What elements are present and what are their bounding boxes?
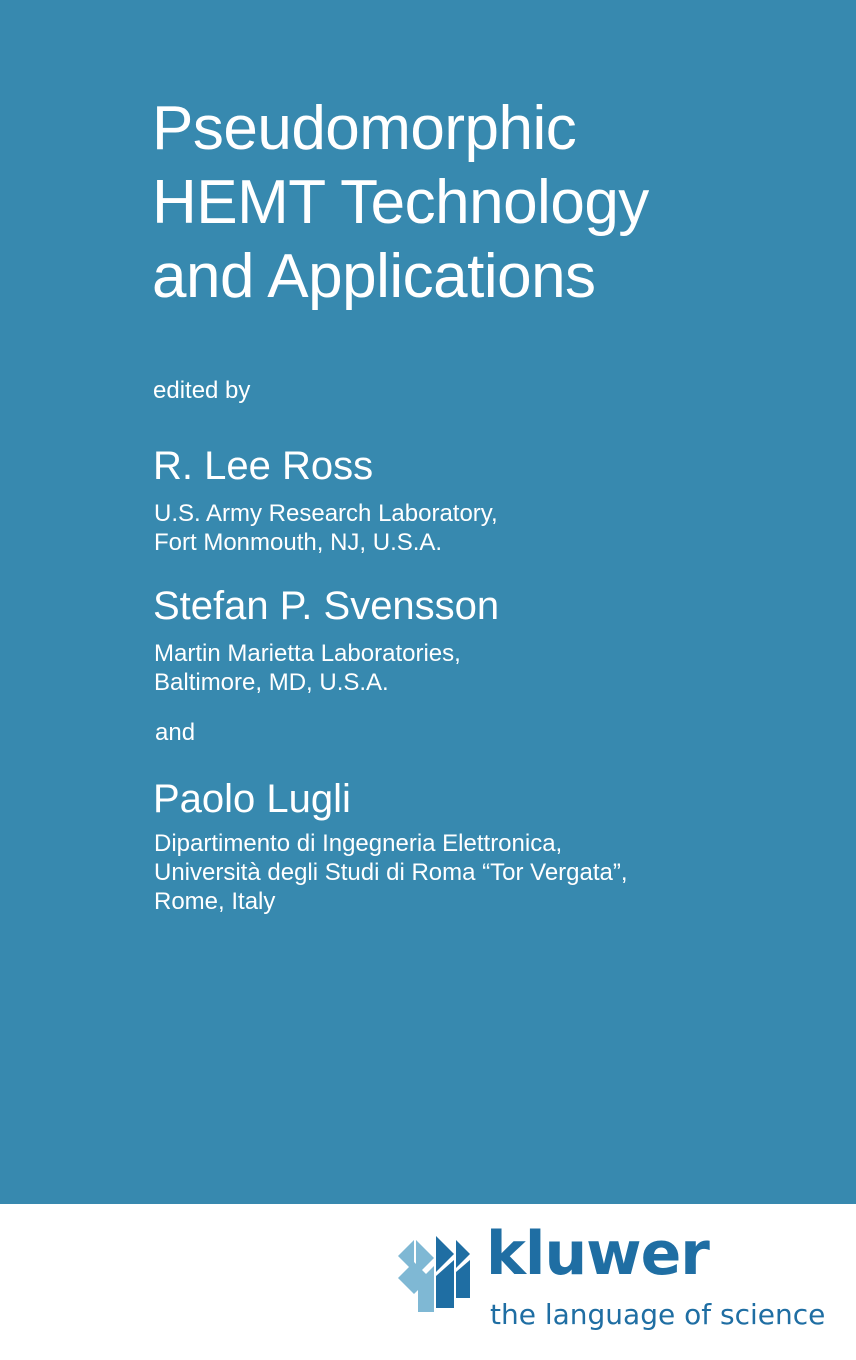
affiliation-line: Rome, Italy [154,888,276,915]
affiliation-line: Università degli Studi di Roma “Tor Vergata”, [154,859,628,886]
title-line-1: Pseudomorphic [152,94,577,163]
and-label: and [155,719,196,746]
kluwer-logo-icon [396,1232,472,1312]
editor-name-svensson: Stefan P. Svensson [153,584,500,628]
publisher-name: kluwer [486,1219,709,1289]
affiliation-line: Fort Monmouth, NJ, U.S.A. [154,529,443,556]
editor-affiliation-lugli [154,829,628,916]
publisher-logo [396,1219,826,1338]
editor-name-ross: R. Lee Ross [153,444,374,488]
editor-name-lugli: Paolo Lugli [153,777,351,821]
affiliation-line: Dipartimento di Ingegneria Elettronica, [154,830,563,857]
title-line-2: HEMT Technology [152,168,649,237]
editor-affiliation-ross [154,499,498,557]
edited-by-label: edited by [153,377,251,404]
editor-affiliation-svensson [154,639,461,697]
title-line-3: and Applications [152,242,596,311]
publisher-tagline: the language of science [490,1298,826,1331]
affiliation-line: U.S. Army Research Laboratory, [154,500,498,527]
book-title [152,92,649,314]
affiliation-line: Baltimore, MD, U.S.A. [154,669,389,696]
affiliation-line: Martin Marietta Laboratories, [154,640,461,667]
